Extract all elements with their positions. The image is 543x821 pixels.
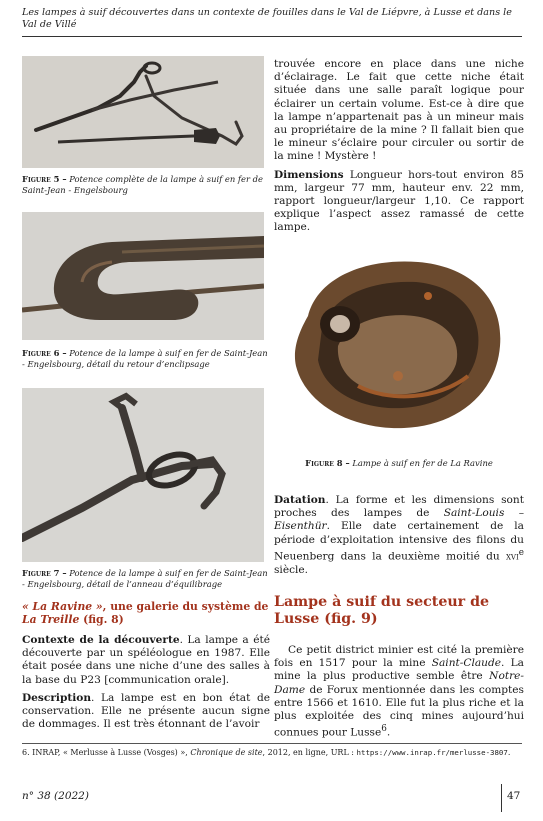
right-column-lusse: [274, 644, 524, 745]
paragraph-dimensions-text: Longueur hors-tout environ 85 mm, largeur 77 mm, hauteur env. 22 mm, rapport longueur/largeur 1,10. Ce rapport explique l’aspect assez ramassé de cette lampe.: [274, 168, 524, 234]
figure-6-caption: [22, 348, 270, 370]
paragraph-contexte-head: Contexte de la découverte: [22, 634, 180, 646]
issue-number: n° 38 (2022): [22, 790, 89, 802]
paragraph-datation: [274, 494, 524, 577]
paragraph-contexte-text: . La lampe a été découverte par un spéléologue en 1987. Elle était posée dans une niche d’une des salles à la base du P23 [communication orale].: [22, 634, 270, 686]
figure-7-label: Figure 7 –: [22, 568, 67, 578]
paragraph-datation-c: siècle.: [274, 563, 309, 576]
figure-5-text: Potence complète de la lampe à suif en fer de Saint-Jean - Engelsbourg: [22, 174, 263, 195]
paragraph-lusse-mine2: Notre-Dame: [274, 670, 524, 696]
figure-7-caption: [22, 568, 270, 590]
folio-divider: [501, 784, 502, 812]
paragraph-dimensions-head: Dimensions: [274, 168, 344, 181]
footnote-ref-6[interactable]: 6: [381, 724, 387, 735]
footnote-title: Chronique de site: [190, 748, 263, 757]
paragraph-description: [22, 692, 270, 732]
paragraph-lusse: [274, 644, 524, 740]
page-number: 47: [507, 790, 521, 802]
paragraph-lusse-b: . La mine la plus productive semble être: [274, 657, 524, 683]
section-heading-mid: , une galerie du système de: [102, 600, 269, 613]
section-heading-ref: (fig. 8): [79, 613, 124, 626]
paragraph-contexte: [22, 634, 270, 687]
section-heading-name: « La Ravine »: [22, 600, 103, 613]
right-column-top: [274, 58, 524, 240]
paragraph-datation-a: . La forme et les dimensions sont proches des lampes de: [274, 494, 524, 520]
figure-7-photo: [22, 388, 264, 562]
figure-5-photo: [22, 56, 264, 168]
right-column-datation: [274, 494, 524, 582]
figure-5-caption: [22, 174, 270, 196]
paragraph-datation-b: . Elle date certainement de la période d’exploitation intensive des filons du Neuenberg dans la deuxième moitié du: [274, 520, 524, 563]
section-heading-lusse: Lampe à suif du secteur de Lusse (fig. 9): [274, 594, 490, 627]
footnote-text-a: 6. INRAP, « Merlusse à Lusse (Vosges) »,: [22, 748, 191, 757]
section-heading-place: La Treille: [22, 613, 80, 626]
figure-8-photo: [278, 236, 520, 450]
paragraph-datation-sup: e: [518, 547, 524, 558]
paragraph-lusse-c: de Forux mentionnée dans les comptes entre 1566 et 1610. Elle fut la plus riche et la plus exploitée des cinq mines aujourd’hui connues pour Lusse: [274, 683, 524, 739]
paragraph-lusse-mine1: Saint-Claude: [431, 657, 502, 670]
paragraph-description-head: Description: [22, 691, 92, 704]
paragraph-datation-head: Datation: [274, 494, 326, 506]
paragraph-lusse-a: Ce petit district minier est cité la première fois en 1517 pour la mine: [274, 644, 524, 670]
figure-8-text: Lampe à suif en fer de La Ravine: [352, 458, 493, 468]
running-head: Les lampes à suif découvertes dans un contexte de fouilles dans le Val de Liépvre, à Lusse et dans le Val de Villé: [22, 7, 512, 30]
footnote-text-b: , 2012, en ligne,: [262, 748, 331, 757]
paragraph-datation-place: Saint-Louis – Eisenthür: [274, 507, 524, 533]
footnote-url-sep: :: [348, 748, 357, 757]
section-heading-la-ravine: [22, 600, 270, 626]
figure-8-caption: [274, 458, 524, 469]
figure-7-text: Potence de la lampe à suif en fer de Saint-Jean - Engelsbourg, détail de l’anneau d’équilibrage: [22, 568, 268, 589]
footnote-6: [22, 747, 532, 758]
left-column-body: [22, 634, 270, 736]
paragraph-niche: trouvée encore en place dans une niche d’éclairage. Le fait que cette niche était située dans une salle paraît logique pour éclairer un certain volume. Est-ce à dire que la lampe n’appartenait pas à un mineur mais au propriétaire de la mine ? Il fallait bien que le mineur s’éclaire pour circuler ou sortir de la mine ! Mystère !: [274, 58, 524, 163]
paragraph-dimensions: [274, 169, 524, 235]
header-rule: [22, 36, 522, 37]
figure-5-label: Figure 5 –: [22, 174, 67, 184]
footnote-text-end: .: [507, 748, 511, 757]
figure-6-photo: [22, 212, 264, 340]
figure-6-text: Potence de la lampe à suif en fer de Saint-Jean - Engelsbourg, détail du retour d’enclipsage: [22, 348, 268, 369]
footnote-url-label: URL: [330, 748, 349, 757]
paragraph-datation-century: xvi: [505, 550, 519, 563]
figure-6-label: Figure 6 –: [22, 348, 67, 358]
figure-8-label: Figure 8 –: [305, 458, 350, 468]
footnote-url-link[interactable]: https://www.inrap.fr/merlusse-3807: [356, 748, 508, 757]
paragraph-description-text: . La lampe est en bon état de conservation. Elle ne présente aucun signe de dommages. Il est très étonnant de l’avoir: [22, 691, 270, 731]
footnote-rule: [22, 743, 522, 744]
paragraph-lusse-d: .: [386, 726, 391, 739]
